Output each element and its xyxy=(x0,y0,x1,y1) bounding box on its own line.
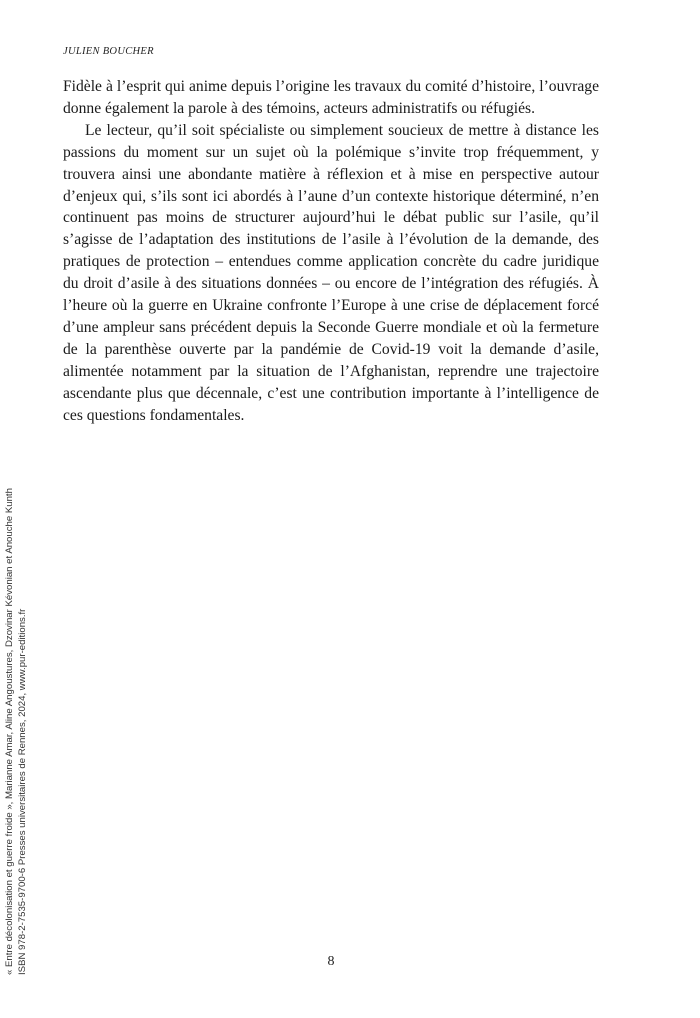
page-number: 8 xyxy=(327,954,335,969)
copyright-side-note xyxy=(4,455,29,975)
side-note-line-1: « Entre décolonisation et guerre froide », Marianne Amar, Aline Angoustures, Dzovinar Kévonian et Anouche Kunth xyxy=(4,488,15,975)
running-head: JULIEN BOUCHER xyxy=(63,46,154,57)
side-note-line-2: ISBN 978-2-7535-9700-6 Presses universitaires de Rennes, 2024, www.pur-editions.fr xyxy=(16,608,28,975)
paragraph-2: Le lecteur, qu’il soit spécialiste ou simplement soucieux de mettre à distance les passions du moment sur un sujet où la polémique s’invite trop fréquemment, y trouvera ainsi une abondante matière à réflexion et à mise en perspective autour d’enjeux qui, s’ils sont ici abordés à l’aune d’un contexte historique déterminé, n’en continuent pas moins de structurer aujourd’hui le débat public sur l’asile, qu’il s’agisse de l’adaptation des institutions de l’asile à l’évolution de la demande, des pratiques de protection – entendues comme application concrète du cadre juridique du droit d’asile à des situations données – ou encore de l’intégration des réfugiés. À l’heure où la guerre en Ukraine confronte l’Europe à une crise de déplacement forcé d’une ampleur sans précédent depuis la Seconde Guerre mondiale et où la fermeture de la parenthèse ouverte par la pandémie de Covid-19 voit la demande d’asile, alimentée notamment par la situation de l’Afghanistan, reprendre une trajectoire ascendante plus que décennale, c’est une contribution importante à l’intelligence de ces questions fondamentales. xyxy=(63,121,599,424)
paragraph-1: Fidèle à l’esprit qui anime depuis l’origine les travaux du comité d’histoire, l’ouvrage donne également la parole à des témoins, acteurs administratifs ou réfugiés. xyxy=(63,78,599,117)
body-text xyxy=(63,76,599,427)
